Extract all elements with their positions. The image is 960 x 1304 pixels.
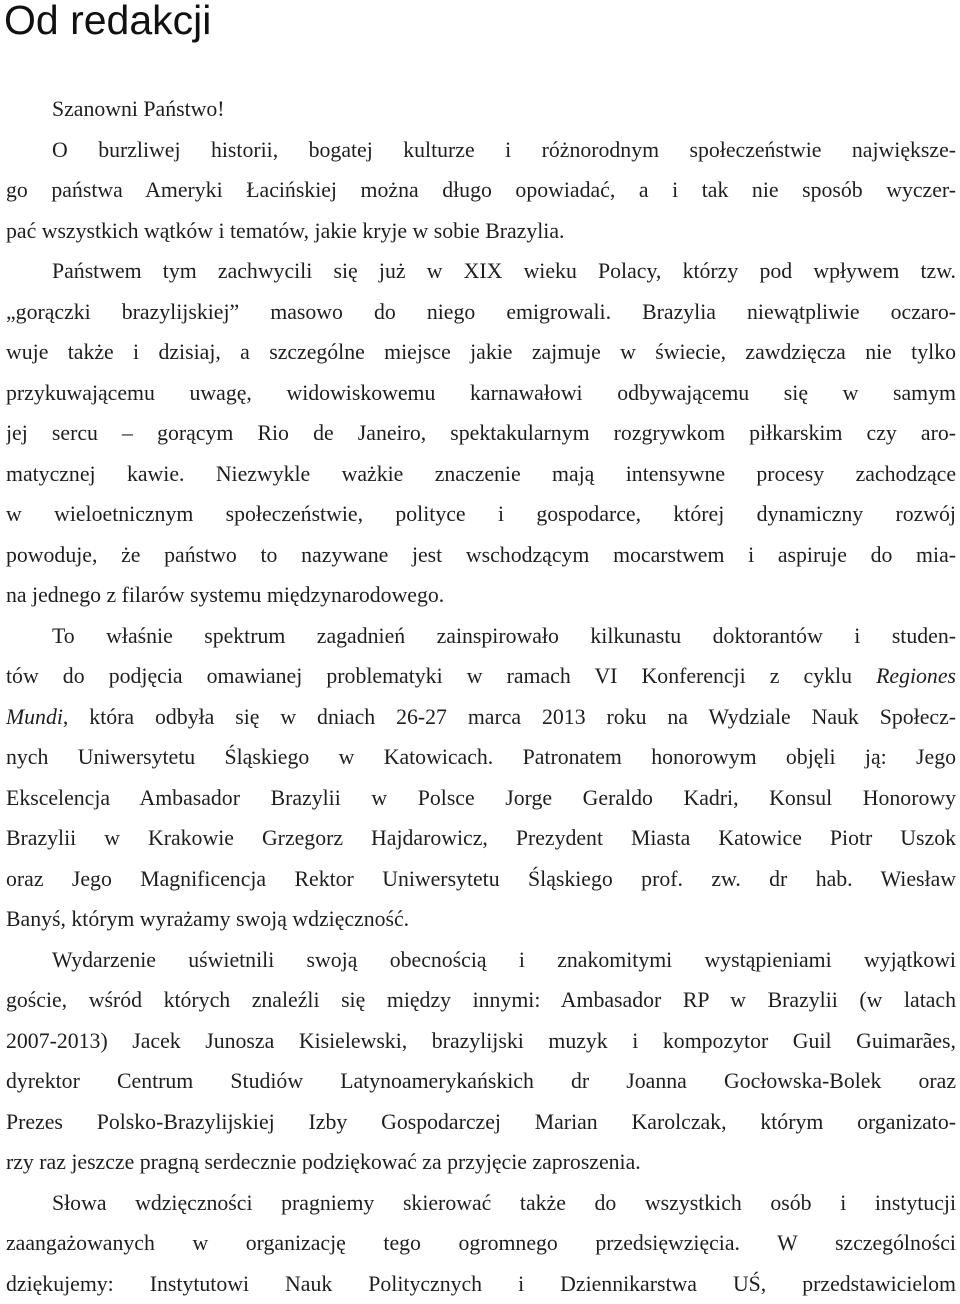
text-line — [6, 332, 956, 373]
text-run: To właśnie spektrum zagadnień zainspirowało kilkunastu doktorantów i studen- — [52, 624, 956, 648]
text-run: Ekscelencja Ambasador Brazylii w Polsce Jorge Geraldo Kadri, Konsul Honorowy — [6, 786, 956, 810]
text-line — [6, 1102, 956, 1143]
text-run: , która odbyła się w dniach 26-27 marca 2013 roku na Wydziale Nauk Społecz- — [63, 705, 956, 729]
text-run: jej sercu – gorącym Rio de Janeiro, spektakularnym rozgrywkom piłkarskim czy aro- — [6, 421, 956, 445]
text-line — [6, 737, 956, 778]
text-line — [6, 373, 956, 414]
text-line — [6, 251, 956, 292]
text-line — [6, 1264, 956, 1304]
text-line — [6, 980, 956, 1021]
paragraphs — [6, 130, 956, 1304]
text-run: wuje także i dzisiaj, a szczególne miejsce jakie zajmuje w świecie, zawdzięcza nie tylko — [6, 340, 956, 364]
text-run: Prezes Polsko-Brazylijskiej Izby Gospodarczej Marian Karolczak, którym organizato- — [6, 1110, 956, 1134]
text-run: matycznej kawie. Niezwykle ważkie znaczenie mają intensywne procesy zachodzące — [6, 462, 956, 486]
text-run: oraz Jego Magnificencja Rektor Uniwersytetu Śląskiego prof. zw. dr hab. Wiesław — [6, 867, 956, 891]
text-run: tów do podjęcia omawianej problematyki w ramach VI Konferencji z cyklu — [6, 664, 876, 688]
text-line — [6, 413, 956, 454]
text-run: Wydarzenie uświetnili swoją obecnością i znakomitymi wystąpieniami wyjątkowi — [52, 948, 956, 972]
text-line — [6, 940, 956, 981]
text-line — [6, 1223, 956, 1264]
page-title: Od redakcji — [4, 0, 211, 44]
paragraph — [6, 1183, 956, 1304]
text-run: przykuwającemu uwagę, widowiskowemu karnawałowi odbywającemu się w samym — [6, 381, 956, 405]
paragraph — [6, 251, 956, 616]
text-line — [6, 818, 956, 859]
text-line — [6, 535, 956, 576]
greeting: Szanowni Państwo! — [6, 89, 956, 130]
text-run: w wieloetnicznym społeczeństwie, polityce i gospodarce, której dynamiczny rozwój — [6, 502, 956, 526]
text-run: dyrektor Centrum Studiów Latynoamerykańskich dr Joanna Gocłowska-Bolek oraz — [6, 1069, 956, 1093]
text-run: rzy raz jeszcze pragną serdecznie podziękować za przyjęcie zaproszenia. — [6, 1150, 641, 1174]
text-line — [6, 778, 956, 819]
text-run: Banyś, którym wyrażamy swoją wdzięczność. — [6, 907, 409, 931]
text-run: „gorączki brazylijskiej” masowo do niego emigrowali. Brazylia niewątpliwie oczaro- — [6, 300, 956, 324]
text-run: powoduje, że państwo to nazywane jest wschodzącym mocarstwem i aspiruje do mia- — [6, 543, 956, 567]
text-line — [6, 494, 956, 535]
text-line — [6, 170, 956, 211]
text-run: nych Uniwersytetu Śląskiego w Katowicach. Patronatem honorowym objęli ją: Jego — [6, 745, 956, 769]
text-run: 2007-2013) Jacek Junosza Kisielewski, brazylijski muzyk i kompozytor Guil Guimarães, — [6, 1029, 956, 1053]
text-line — [6, 899, 956, 940]
text-line — [6, 697, 956, 738]
text-line — [6, 292, 956, 333]
text-line — [6, 859, 956, 900]
text-run: pać wszystkich wątków i tematów, jakie kryje w sobie Brazylia. — [6, 219, 564, 243]
paragraph — [6, 130, 956, 252]
italic-title: Regiones — [876, 664, 956, 688]
text-line — [6, 656, 956, 697]
text-run: go państwa Ameryki Łacińskiej można długo opowiadać, a i tak nie sposób wyczer- — [6, 178, 956, 202]
text-run: goście, wśród których znaleźli się między innymi: Ambasador RP w Brazylii (w latach — [6, 988, 956, 1012]
paragraph — [6, 616, 956, 940]
article-body — [6, 89, 956, 1304]
text-line — [6, 1142, 956, 1183]
text-line — [6, 130, 956, 171]
text-run: zaangażowanych w organizację tego ogromnego przedsięwzięcia. W szczególności — [6, 1231, 956, 1255]
text-line — [6, 211, 956, 252]
text-run: na jednego z filarów systemu międzynarodowego. — [6, 583, 444, 607]
text-run: O burzliwej historii, bogatej kulturze i różnorodnym społeczeństwie największe- — [52, 138, 956, 162]
text-run: Państwem tym zachwycili się już w XIX wieku Polacy, którzy pod wpływem tzw. — [52, 259, 956, 283]
text-run: Brazylii w Krakowie Grzegorz Hajdarowicz, Prezydent Miasta Katowice Piotr Uszok — [6, 826, 956, 850]
text-line — [6, 616, 956, 657]
text-line — [6, 575, 956, 616]
text-line — [6, 454, 956, 495]
paragraph — [6, 940, 956, 1183]
text-run: dziękujemy: Instytutowi Nauk Politycznych i Dziennikarstwa UŚ, przedstawicielom — [6, 1272, 956, 1296]
text-run: Słowa wdzięczności pragniemy skierować także do wszystkich osób i instytucji — [52, 1191, 956, 1215]
text-line — [6, 1021, 956, 1062]
italic-title: Mundi — [6, 705, 63, 729]
text-line — [6, 1061, 956, 1102]
text-line — [6, 1183, 956, 1224]
